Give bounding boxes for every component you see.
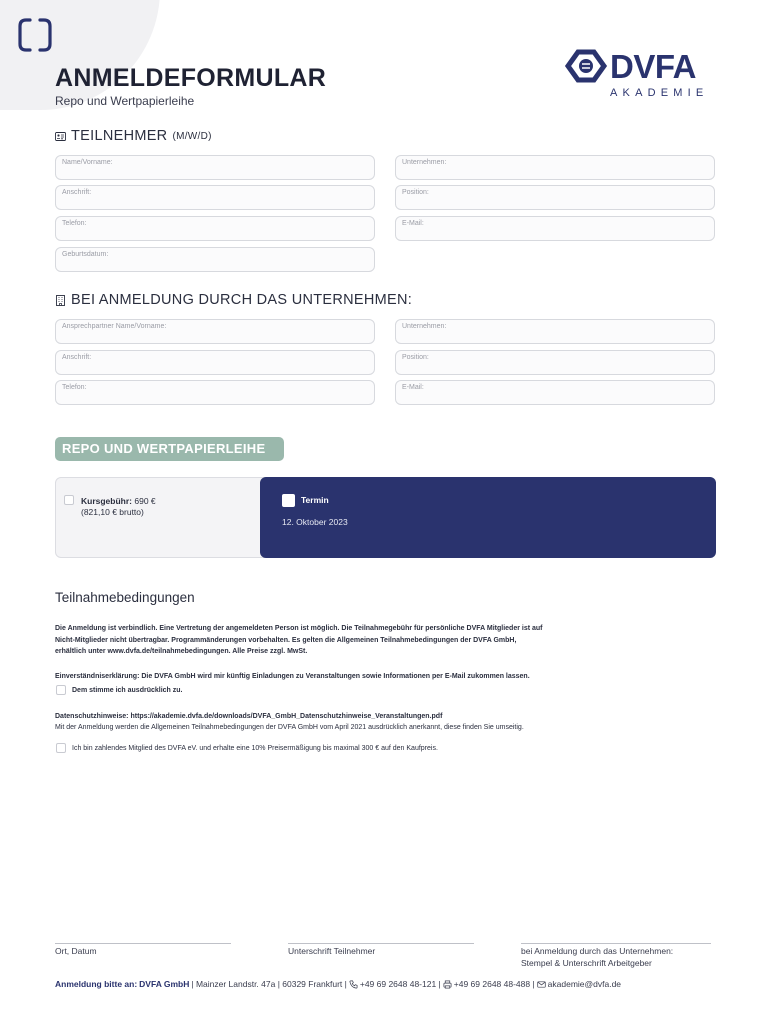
company-section-heading xyxy=(55,292,412,308)
participant-section-title: TEILNEHMER xyxy=(71,128,168,144)
address2-field-label: Anschrift: xyxy=(62,354,92,361)
company-signature-line xyxy=(521,943,711,944)
course-fee-value: 690 € xyxy=(134,496,156,506)
course-date-value: 12. Oktober 2023 xyxy=(282,517,348,527)
company2-field[interactable] xyxy=(395,319,715,344)
logo-text: DVFA xyxy=(610,48,697,85)
participant-section-heading xyxy=(55,128,212,144)
page-subtitle: Repo und Wertpapierleihe xyxy=(55,94,195,108)
footer xyxy=(55,979,621,989)
conditions-line-3: erhältlich unter www.dvfa.de/teilnahmebedingungen. Alle Preise zzgl. MwSt. xyxy=(55,648,308,655)
conditions-paragraph xyxy=(55,623,695,658)
company-signature-label xyxy=(521,946,673,969)
company2-field-label: Unternehmen: xyxy=(402,323,447,330)
email-field[interactable] xyxy=(395,216,715,241)
id-card-icon xyxy=(55,131,66,142)
conditions-line-2: Nicht-Mitglieder nicht übertragbar. Programmänderungen vorbehalten. Es gelten die Allgemeinen Teilnahmebedingungen der DVFA GmbH, xyxy=(55,636,517,644)
company-section-title: BEI ANMELDUNG DURCH DAS UNTERNEHMEN: xyxy=(71,292,413,308)
email-field-label: E-Mail: xyxy=(402,220,424,227)
course-fee-checkbox[interactable] xyxy=(64,495,74,505)
birthdate-field[interactable] xyxy=(55,247,375,272)
position-field-label: Position: xyxy=(402,189,429,196)
contact-field-label: Ansprechpartner Name/Vorname: xyxy=(62,323,167,330)
phone-icon xyxy=(349,980,358,989)
logo-subtext: AKADEMIE xyxy=(610,87,709,99)
participant-signature-line xyxy=(288,943,474,944)
position2-field[interactable] xyxy=(395,350,715,375)
email2-field-label: E-Mail: xyxy=(402,384,424,391)
course-date-box xyxy=(260,477,716,558)
course-label: REPO UND WERTPAPIERLEIHE xyxy=(55,437,284,461)
name-field[interactable] xyxy=(55,155,375,180)
phone-field-label: Telefon: xyxy=(62,220,87,227)
course-date-label: Termin xyxy=(301,495,329,505)
participant-section-suffix: (M/W/D) xyxy=(172,130,212,142)
consent-checkbox[interactable] xyxy=(56,685,66,695)
footer-lead: Anmeldung bitte an: xyxy=(55,979,138,989)
course-fee-label: Kursgebühr: xyxy=(81,496,132,506)
fax-icon xyxy=(443,980,452,989)
address2-field[interactable] xyxy=(55,350,375,375)
company-signature-line-2: Stempel & Unterschrift Arbeitgeber xyxy=(521,957,652,968)
footer-phone: +49 69 2648 48-121 | xyxy=(359,979,441,989)
position2-field-label: Position: xyxy=(402,354,429,361)
position-field[interactable] xyxy=(395,185,715,210)
footer-email[interactable]: akademie@dvfa.de xyxy=(547,979,622,989)
address-field-label: Anschrift: xyxy=(62,189,92,196)
participant-signature-label: Unterschrift Teilnehmer xyxy=(288,946,376,956)
member-checkbox-label: Ich bin zahlendes Mitglied des DVFA eV. und erhalte eine 10% Preisermäßigung bis maximal 300 € auf den Kaufpreis. xyxy=(72,745,438,752)
frame-corners-icon xyxy=(18,18,52,52)
email2-field[interactable] xyxy=(395,380,715,405)
footer-org: DVFA GmbH xyxy=(139,979,190,989)
consent-checkbox-label: Dem stimme ich ausdrücklich zu. xyxy=(72,687,183,694)
company-field-label: Unternehmen: xyxy=(402,159,447,166)
phone2-field[interactable] xyxy=(55,380,375,405)
company-field[interactable] xyxy=(395,155,715,180)
phone-field[interactable] xyxy=(55,216,375,241)
member-checkbox[interactable] xyxy=(56,743,66,753)
mail-icon xyxy=(537,980,546,989)
conditions-title: Teilnahmebedingungen xyxy=(55,590,195,605)
course-fee-text xyxy=(81,496,156,518)
dvfa-logo xyxy=(558,46,718,104)
footer-address: | Mainzer Landstr. 47a | 60329 Frankfurt | xyxy=(191,979,347,989)
building-icon xyxy=(55,295,66,306)
page-title: ANMELDEFORMULAR xyxy=(55,64,327,92)
phone2-field-label: Telefon: xyxy=(62,384,87,391)
conditions-line-1: Die Anmeldung ist verbindlich. Eine Vertretung der angemeldeten Person ist möglich. Die Teilnahmegebühr für persönliche DVFA Mitglieder ist auf xyxy=(55,625,543,632)
name-field-label: Name/Vorname: xyxy=(62,159,113,166)
course-fee-box xyxy=(55,477,265,558)
privacy-note: Mit der Anmeldung werden die Allgemeinen Teilnahmebedingungen der DVFA GmbH vom April 2021 ausdrücklich anerkannt, diese finden Sie umseitig. xyxy=(55,724,524,731)
company-signature-line-1: bei Anmeldung durch das Unternehmen: xyxy=(521,946,674,956)
course-fee-gross: (821,10 € brutto) xyxy=(81,507,144,517)
place-date-label: Ort, Datum xyxy=(55,946,97,956)
footer-fax: +49 69 2648 48-488 | xyxy=(453,979,535,989)
place-date-line xyxy=(55,943,231,944)
privacy-link[interactable]: Datenschutzhinweise: https://akademie.dvfa.de/downloads/DVFA_GmbH_Datenschutzhinweise_Veranstaltungen.pdf xyxy=(55,713,443,720)
address-field[interactable] xyxy=(55,185,375,210)
consent-text: Einverständniserklärung: Die DVFA GmbH wird mir künftig Einladungen zu Veranstaltungen sowie Informationen per E-Mail zukommen lassen. xyxy=(55,673,530,680)
contact-field[interactable] xyxy=(55,319,375,344)
course-date-checkbox[interactable] xyxy=(282,494,295,507)
birthdate-field-label: Geburtsdatum: xyxy=(62,251,109,258)
